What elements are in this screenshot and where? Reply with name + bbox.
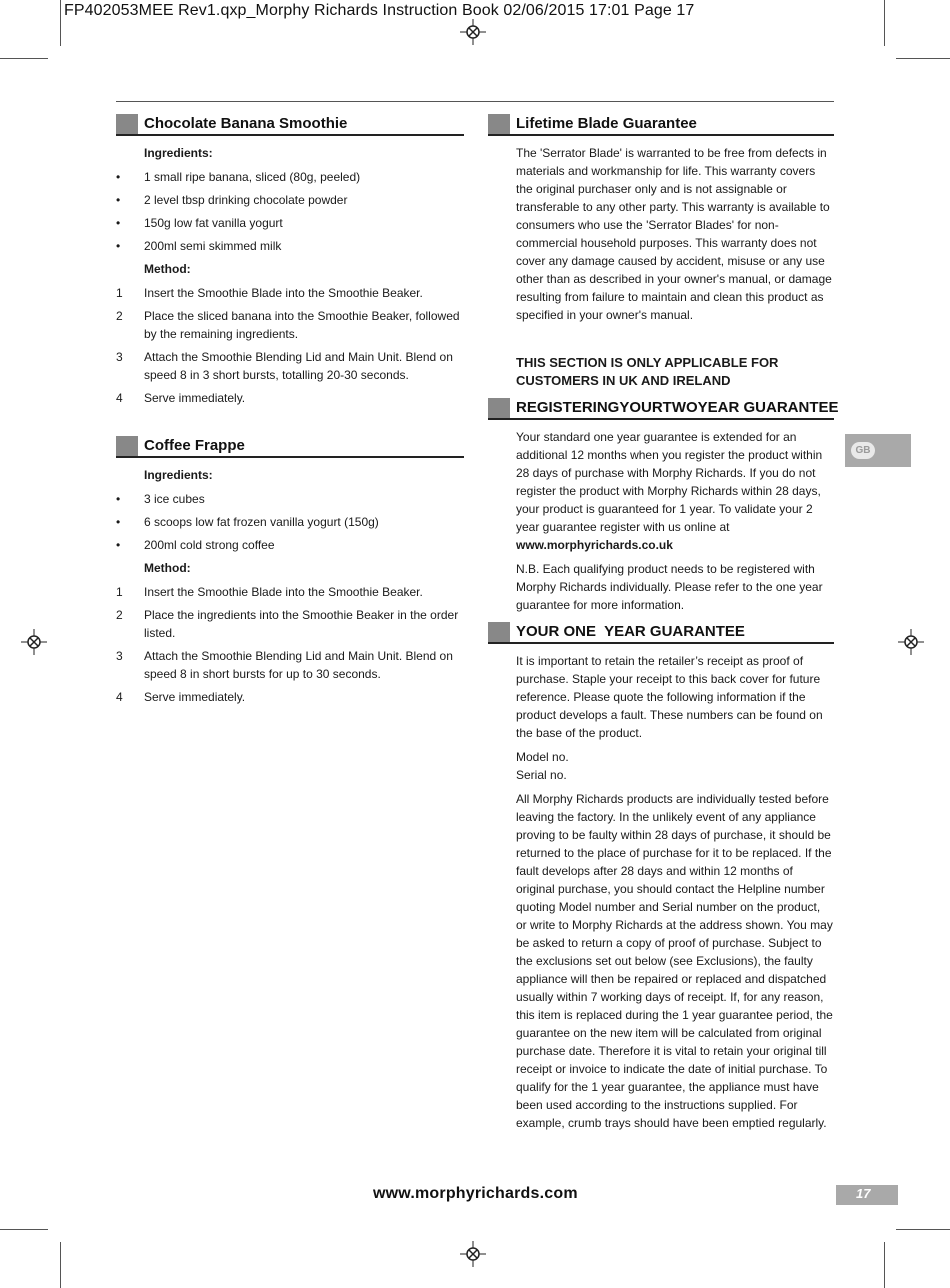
ingredient-item: • 200ml cold strong coffee [116,538,275,552]
ingredient-item: • 6 scoops low fat frozen vanilla yogurt (150g) [116,515,379,529]
crop-mark [896,58,950,59]
ingredient-item: • 2 level tbsp drinking chocolate powder [116,193,348,207]
ingredient-item: • 150g low fat vanilla yogurt [116,216,283,230]
left-column [116,114,464,711]
register-url-link[interactable]: www.morphyrichards.co.uk [516,538,673,552]
page-number-box [836,1185,898,1205]
right-column [488,114,839,1138]
crop-mark [60,0,61,46]
registration-mark-icon [898,629,924,655]
method-step: 3 Attach the Smoothie Blending Lid and Main Unit. Blend on speed 8 in short bursts for up to 30 seconds. [116,649,453,681]
footer-website: www.morphyrichards.com [373,1185,578,1202]
crop-mark [0,58,48,59]
bullet-icon: • [116,515,121,529]
bullet-icon: • [116,216,121,230]
language-code-badge: GB [851,442,875,459]
register-guarantee-title: REGISTERINGYOURTWOYEAR GUARANTEE [516,399,839,416]
heading-marker [488,398,510,418]
method-step: 1 Insert the Smoothie Blade into the Smoothie Beaker. [116,585,423,599]
section-heading [488,114,834,136]
registration-mark-icon [460,19,486,45]
method-label: Method: [144,262,191,276]
one-year-guarantee-text: It is important to retain the retailer’s receipt as proof of purchase. Staple your receipt to this back cover for future reference. Please quote the following information if the product develops a fault. These numbers can be found on the base of the product. [516,654,823,740]
ingredients-label: Ingredients: [144,468,213,482]
section-heading [116,436,464,458]
serial-number-label: Serial no. [516,768,567,782]
ingredient-item: • 200ml semi skimmed milk [116,239,282,253]
language-tab [845,434,911,467]
ingredient-item: • 1 small ripe banana, sliced (80g, peeled) [116,170,361,184]
method-step: 2 Place the ingredients into the Smoothie Beaker in the order listed. [116,608,459,640]
bullet-icon: • [116,492,121,506]
crop-mark [60,1242,61,1288]
blade-guarantee-title: Lifetime Blade Guarantee [516,115,697,132]
method-step: 1 Insert the Smoothie Blade into the Smoothie Beaker. [116,286,423,300]
section-heading [116,114,464,136]
registration-mark-icon [21,629,47,655]
bullet-icon: • [116,193,121,207]
frappe-title: Coffee Frappe [144,437,245,454]
crop-mark [0,1229,48,1230]
blade-guarantee-text: The 'Serrator Blade' is warranted to be free from defects in materials and workmanship for life. This warranty covers the original purchaser only and is not assignable or transferable to any other party. This warranty is available to consumers who use the 'Serrator Blades' for non-commercial household purposes. This warranty does not cover any damage caused by accident, misuse or any use other than as described in your owner's manual, or damage resulting from failure to maintain and clean this product as specified in your owner's manual. [516,146,832,322]
heading-marker [116,436,138,456]
registration-mark-icon [460,1241,486,1267]
ingredients-label: Ingredients: [144,146,213,160]
model-number-label: Model no. [516,750,569,764]
one-year-guarantee-details: All Morphy Richards products are individually tested before leaving the factory. In the unlikely event of any appliance proving to be faulty within 28 days of purchase, it should be returned to the place of purchase for it to be replaced. If the fault develops after 28 days and within 12 months of original purchase, you should contact the Helpline number quoting Model number and Serial number on the product, or write to Morphy Richards at the address shown. You may be asked to return a copy of proof of purchase. Subject to the exclusions set out below (see Exclusions), the faulty appliance will then be repaired or replaced and dispatched usually within 7 working days of receipt. If, for any reason, this item is replaced during the 1 year guarantee period, the guarantee on the new item will be calculated from original purchase date. Therefore it is vital to retain your original till receipt or invoice to indicate the date of initial purchase. To qualify for the 1 year guarantee, the appliance must have been used according to the instructions supplied. For example, crumb trays should have been emptied regularly. [516,792,833,1130]
one-year-guarantee-title: YOUR ONE YEAR GUARANTEE [516,623,745,640]
method-step: 4 Serve immediately. [116,690,246,704]
method-step: 4 Serve immediately. [116,391,246,405]
heading-marker [116,114,138,134]
page-number: 17 [856,1186,871,1201]
uk-applicability-note: THIS SECTION IS ONLY APPLICABLE FOR CUSTOMERS IN UK AND IRELAND [516,355,779,388]
section-heading [488,622,834,644]
register-guarantee-text: Your standard one year guarantee is extended for an additional 12 months when you register the product within 28 days of purchase with Morphy Richards. If you do not register the product with Morphy Richards within 28 days, your product is guaranteed for 1 year. To validate your 2 year guarantee register with us online at www.morphyrichards.co.uk [516,430,823,552]
top-rule [116,101,834,102]
ingredient-item: • 3 ice cubes [116,492,205,506]
heading-marker [488,114,510,134]
bullet-icon: • [116,538,121,552]
bullet-icon: • [116,170,121,184]
print-slug: FP402053MEE Rev1.qxp_Morphy Richards Instruction Book 02/06/2015 17:01 Page 17 [64,2,695,19]
crop-mark [884,1242,885,1288]
smoothie-title: Chocolate Banana Smoothie [144,115,348,132]
section-heading [488,398,839,420]
bullet-icon: • [116,239,121,253]
register-nb-text: N.B. Each qualifying product needs to be registered with Morphy Richards individually. Please refer to the one year guarantee for more information. [516,562,823,612]
method-step: 2 Place the sliced banana into the Smoothie Beaker, followed by the remaining ingredients. [116,309,460,341]
crop-mark [884,0,885,46]
heading-marker [488,622,510,642]
method-step: 3 Attach the Smoothie Blending Lid and Main Unit. Blend on speed 8 in 3 short bursts, totalling 20-30 seconds. [116,350,453,382]
crop-mark [896,1229,950,1230]
method-label: Method: [144,561,191,575]
